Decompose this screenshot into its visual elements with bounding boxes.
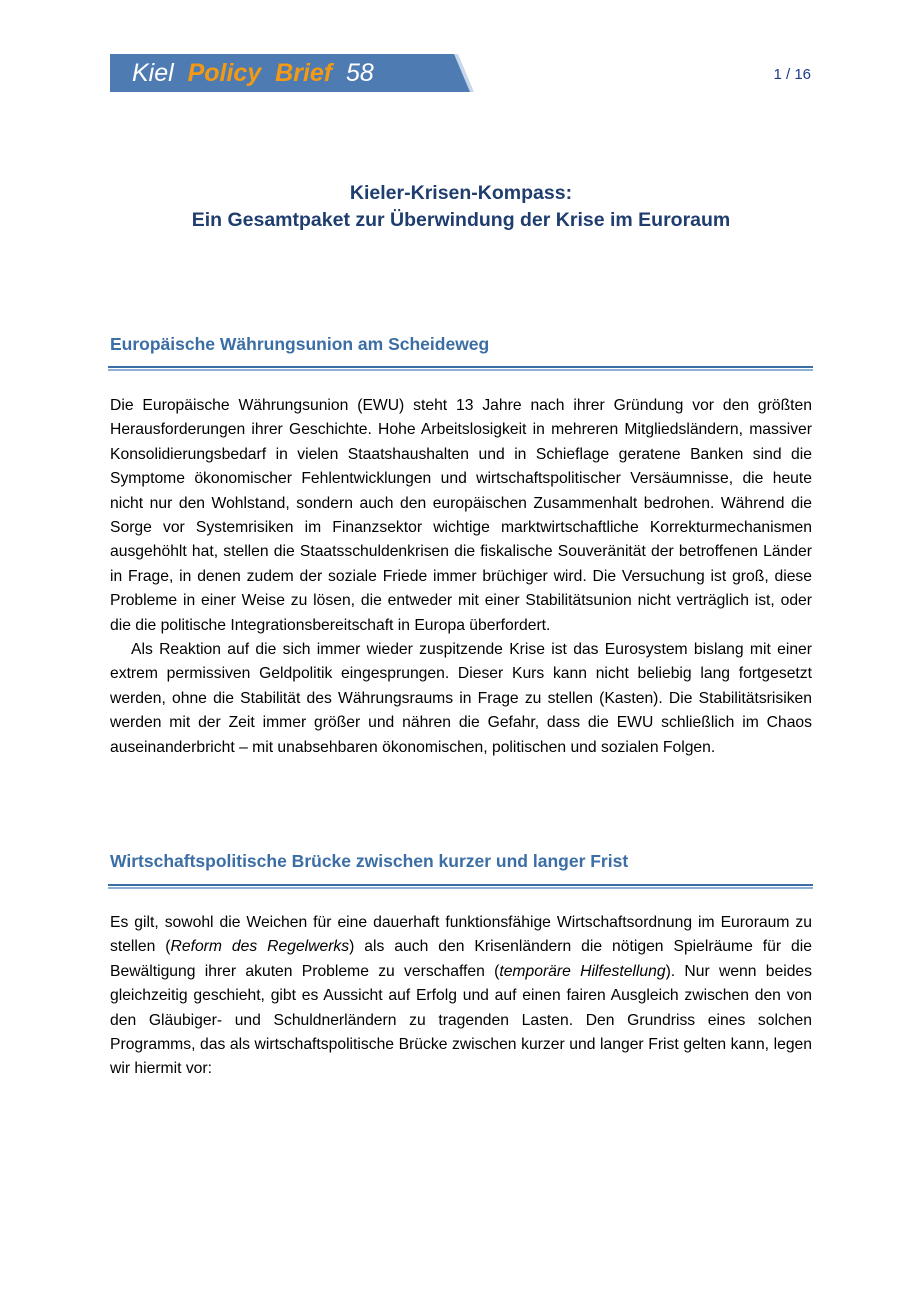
page-indicator: 1 / 16 xyxy=(773,66,811,83)
emphasis-reform: Reform des Regelwerks xyxy=(170,938,350,956)
section-rule-1 xyxy=(108,366,813,371)
text-run: Es gilt, sowohl die Weichen für eine dauerhaft funktionsfähige Wirtschaftsordnung im Euroraum zu stellen ( xyxy=(110,914,812,956)
emphasis-hilfestellung: temporäre Hilfestellung xyxy=(499,962,666,980)
title-line-2: Ein Gesamtpaket zur Überwindung der Krise im Euroraum xyxy=(191,209,731,231)
series-banner xyxy=(110,54,476,92)
paragraph: Die Europäische Währungsunion (EWU) steht 13 Jahre nach ihrer Gründung vor den größten Herausforderungen ihrer Geschichte. Hohe Arbeitslosigkeit in mehreren Mitgliedsländern, massiver Konsolidierungsbedarf in vielen Staatshaushalten und in Schieflage geratene Banken sind die Symptome ökonomischer Fehlentwicklungen und wirtschaftspolitischer Versäumnisse, die heute nicht nur den Wohlstand, sondern auch den europäischen Zusammenhalt bedrohen. Während die Sorge vor Systemrisiken im Finanzsektor wichtige marktwirtschaftliche Korrekturmechanismen ausgehöhlt hat, stellen die Staatsschuldenkrisen die fiskalische Souveränität der betroffenen Länder in Frage, in denen zudem der soziale Friede immer brüchiger wird. Die Versuchung ist groß, diese Probleme in einer Weise zu lösen, die entweder mit einer Stabilitätsunion nicht verträglich ist, oder die die politische Integrationsbereitschaft in Europa überfordert. xyxy=(110,397,812,634)
text-run: ). Nur wenn beides gleichzeitig geschieht, gibt es Aussicht auf Erfolg und auf einen fairen Ausgleich zwischen den von den Gläubiger- und Schuldnerländern zu tragenden Lasten. Den Grundriss eines solchen Programms, das als wirtschaftspolitische Brücke zwischen kurzer und langer Frist gelten kann, legen wir hiermit vor: xyxy=(110,962,812,1078)
document-title xyxy=(110,180,812,234)
series-title xyxy=(132,57,374,89)
series-word-kiel: Kiel xyxy=(132,59,174,87)
title-line-1: Kieler-Krisen-Kompass: xyxy=(349,182,573,204)
paragraph xyxy=(110,911,812,1082)
section-rule-2 xyxy=(108,884,813,889)
series-word-brief: Brief xyxy=(275,59,333,87)
series-word-policy: Policy xyxy=(187,59,262,87)
section-heading-1: Europäische Währungsunion am Scheideweg xyxy=(110,334,490,354)
section-heading-2: Wirtschaftspolitische Brücke zwischen kurzer und langer Frist xyxy=(110,851,629,871)
text-run: ) als auch den Krisenländern die nötigen Spielräume für die Bewältigung ihrer akuten Probleme zu verschaffen ( xyxy=(110,938,812,980)
series-number: 58 xyxy=(346,59,374,87)
section-body-1 xyxy=(110,394,812,760)
section-body-2 xyxy=(110,911,812,1082)
paragraph: Als Reaktion auf die sich immer wieder zuspitzende Krise ist das Eurosystem bislang mit einer extrem permissiven Geldpolitik eingesprungen. Dieser Kurs kann nicht beliebig lang fortgesetzt werden, ohne die Stabilität des Währungsraums in Frage zu stellen (Kasten). Die Stabilitätsrisiken werden mit der Zeit immer größer und nähren die Gefahr, dass die EWU schließlich im Chaos auseinanderbricht – mit unabsehbaren ökonomischen, politischen und sozialen Folgen. xyxy=(110,641,812,756)
